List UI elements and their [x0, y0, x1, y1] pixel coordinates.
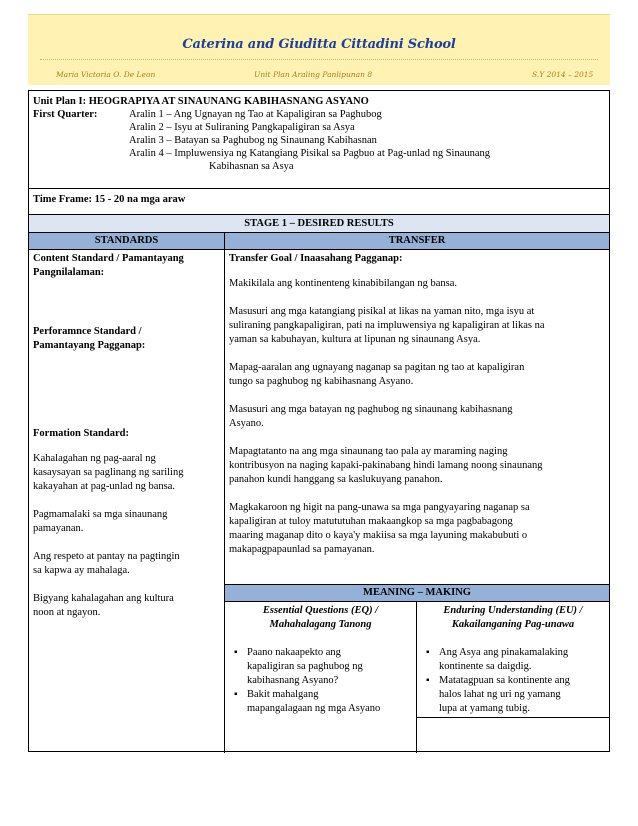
meaning-title: MEANING – MAKING — [363, 587, 471, 598]
transfer-p4-line: Masusuri ang mga batayan ng paghubog ng sinaunang kabihasnang — [229, 404, 513, 415]
transfer-p5-line: panahon kundi hanggang sa kaslukuyang panahon. — [229, 474, 443, 485]
formation-p3-line: sa kapwa ay mahalaga. — [33, 565, 130, 576]
eu-item: ▪ Ang Asya ang pinakamalaking — [439, 646, 568, 659]
formation-p1-line: Kahalagahan ng pag-aaral ng — [33, 453, 156, 464]
transfer-p3-line: tungo sa paghubog ng kabihasnang Asyano. — [229, 376, 414, 387]
transfer-p6-line: maaring maganap dito o kaya'y makiisa sa mga layuning makabubuti o — [229, 530, 528, 541]
formation-p2-line: pamayanan. — [33, 523, 84, 534]
header-banner — [28, 14, 610, 85]
school-year: S.Y 2014 – 2015 — [532, 70, 594, 79]
transfer-header: TRANSFER — [388, 235, 446, 246]
stage-title: STAGE 1 – DESIRED RESULTS — [244, 218, 394, 229]
formation-p1-line: kakayahan at pag-unlad ng bansa. — [33, 481, 175, 492]
lesson-4-continued: Kabihasnan sa Asya — [209, 161, 294, 172]
formation-p4-line: noon at ngayon. — [33, 607, 101, 618]
transfer-p6-line: Magkakaroon ng higit na pang-unawa sa mga pangyayaring naganap sa — [229, 502, 530, 513]
lesson-1: Aralin 1 – Ang Ugnayan ng Tao at Kapaligiran sa Paghubog — [129, 109, 382, 120]
eu-item-line: kontinente sa daigdig. — [439, 661, 532, 672]
formation-p2-line: Pagmamalaki sa mga sinaunang — [33, 509, 168, 520]
subject-name: Unit Plan Araling Panlipunan 8 — [254, 70, 373, 79]
eq-title-2: Mahahalagang Tanong — [269, 619, 372, 630]
eq-title: Essential Questions (EQ) / — [262, 605, 379, 616]
eq-item: ▪ Paano nakaapekto ang — [247, 646, 341, 659]
school-name: Caterina and Giuditta Cittadini School — [182, 37, 456, 52]
teacher-name: Maria Victoria O. De Leon — [56, 70, 156, 79]
transfer-p3-line: Mapag-aaralan ang ugnayang naganap sa pagitan ng tao at kapaligiran — [229, 362, 525, 373]
content-standard-label-2: Pangnilalaman: — [33, 267, 105, 278]
eu-item: ▪ Matatagpuan sa kontinente ang — [439, 674, 570, 687]
transfer-p1-line: Makikilala ang kontinenteng kinabibilangan ng bansa. — [229, 278, 458, 289]
performance-standard-label: Perforamnce Standard / — [33, 326, 142, 337]
row-divider — [29, 188, 609, 189]
eu-title: Enduring Understanding (EU) / — [443, 605, 583, 616]
eq-item-line: kabihasnang Asyano? — [247, 675, 339, 686]
eu-item-line: halos lahat ng uri ng yamang — [439, 689, 561, 700]
transfer-p6-line: kapaligiran at tuloy matututuhan makaangkop sa mga pagbabagong — [229, 516, 513, 527]
eu-item-line: lupa at yamang tubig. — [439, 703, 530, 714]
transfer-p5-line: kontribusyon na naging kapaki-pakinabang hindi lamang noong sinaunang — [229, 460, 543, 471]
formation-p4-line: Bigyang kahalagahan ang kultura — [33, 593, 174, 604]
row-divider — [416, 717, 609, 718]
transfer-p2-line: yaman sa kabuhayan, kultura at lipunan ng sinaunang Asya. — [229, 334, 481, 345]
unit-plan-table — [28, 90, 610, 752]
lesson-2: Aralin 2 – Isyu at Suliraning Pangkapaligiran sa Asya — [129, 122, 355, 133]
transfer-p2-line: suliraning pangkapaligiran, pati na impluwensiya ng kapaligiran at likas na — [229, 320, 545, 331]
formation-p1-line: kasaysayan sa paglinang ng sariling — [33, 467, 184, 478]
lesson-4: Aralin 4 – Impluwensiya ng Katangiang Pisikal sa Pagbuo at Pag-unlad ng Sinaunang — [129, 148, 491, 159]
lesson-3: Aralin 3 – Batayan sa Paghubog ng Sinaunang Kabihasnan — [129, 135, 377, 146]
header-divider — [40, 59, 598, 60]
quarter-label: First Quarter: — [33, 109, 98, 120]
eq-item-line: mapangalagaan ng mga Asyano — [247, 703, 381, 714]
time-frame: Time Frame: 15 - 20 na mga araw — [33, 194, 186, 205]
performance-standard-label-2: Pamantayang Pagganap: — [33, 340, 146, 351]
unit-title: Unit Plan I: HEOGRAPIYA AT SINAUNANG KABIHASNANG ASYANO — [33, 96, 369, 107]
column-divider — [224, 233, 225, 753]
eu-title-2: Kakailanganing Pag-unawa — [451, 619, 575, 630]
eq-item-line: kapaligiran sa paghubog ng — [247, 661, 363, 672]
transfer-goal-label: Transfer Goal / Inaasahang Pagganap: — [229, 253, 403, 264]
standards-header: STANDARDS — [94, 235, 159, 246]
transfer-p6-line: makapagpapaunlad sa pamayanan. — [229, 544, 375, 555]
transfer-p2-line: Masusuri ang mga katangiang pisikal at likas na yaman nito, mga isyu at — [229, 306, 535, 317]
eq-item: ▪ Bakit mahalgang — [247, 688, 318, 701]
content-standard-label: Content Standard / Pamantayang — [33, 253, 184, 264]
row-divider — [29, 249, 609, 250]
formation-p3-line: Ang respeto at pantay na pagtingin — [33, 551, 180, 562]
transfer-p4-line: Asyano. — [229, 418, 264, 429]
transfer-p5-line: Mapagtatanto na ang mga sinaunang tao pala ay maraming naging — [229, 446, 508, 457]
formation-standard-label: Formation Standard: — [33, 428, 129, 439]
